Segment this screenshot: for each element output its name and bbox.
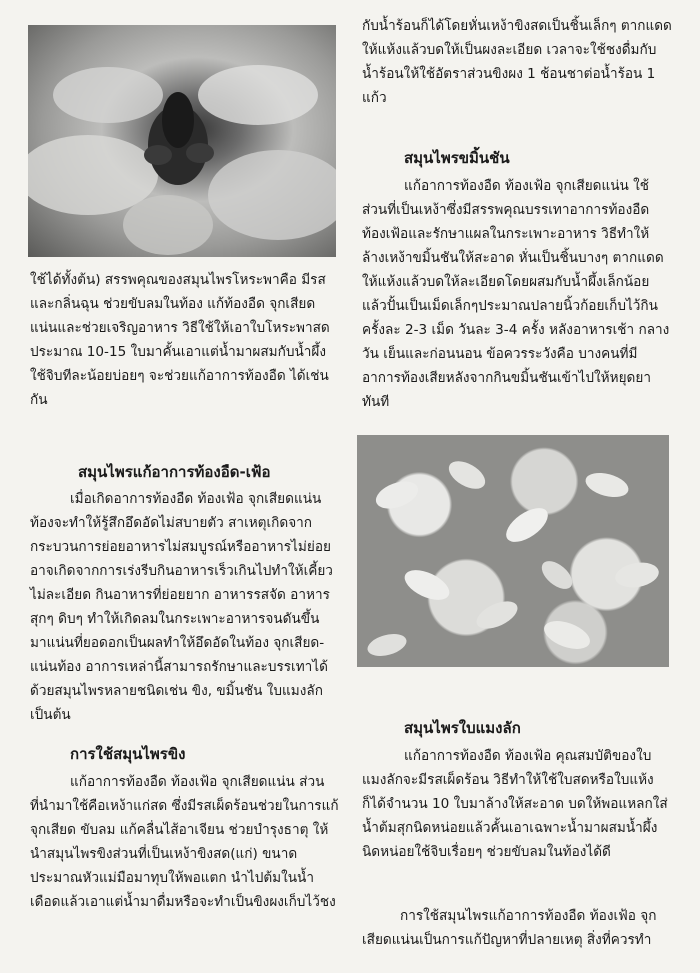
paragraph-line: แน่นและช่วยเจริญอาหาร วิธีใช้ให้เอาใบโหระพาสด <box>30 320 330 336</box>
paragraph-line: อาจเกิดจากการเร่งรีบกินอาหารเร็วเกินไปทำให้เคี้ยว <box>30 563 333 579</box>
flower-photo <box>28 25 336 257</box>
paragraph-line: ด้วยสมุนไพรหลายชนิดเช่น ขิง, ขมิ้นชัน ใบแมงลัก <box>30 683 323 699</box>
paragraph-line: วัน เย็นและก่อนนอน ข้อควรระวังคือ บางคนที่มี <box>362 346 638 362</box>
basil-plants-photo <box>357 435 669 667</box>
section-heading: สมุนไพรขมิ้นชัน <box>404 149 510 167</box>
paragraph-line: ที่นำมาใช้คือเหง้าแก่สด ซึ่งมีรสเผ็ดร้อนช่วยในการแก้ <box>30 798 339 814</box>
paragraph-line: แก้อาการท้องอืด ท้องเฟ้อ คุณสมบัติของใบ <box>404 748 652 764</box>
paragraph-line: ประมาณหัวแม่มือมาทุบให้พอแตก นำไปต้มในน้ำ <box>30 870 314 886</box>
paragraph-line: แก้อาการท้องอืด ท้องเฟ้อ จุกเสียดแน่น ใช้ <box>404 178 650 194</box>
leaves-illustration <box>357 435 669 667</box>
paragraph-line: ส่วนที่เป็นเหง้าซึ่งมีสรรพคุณบรรเทาอาการท้องอืด <box>362 202 650 218</box>
paragraph-line: กระบวนการย่อยอาหารไม่สมบูรณ์หรืออาหารไม่ย่อย <box>30 539 331 555</box>
paragraph-line: แมงลักจะมีรสเผ็ดร้อน วิธีทำให้ใช้ใบสดหรือใบแห้ง <box>362 772 654 788</box>
paragraph-line: ไม่ละเอียด กินอาหารที่ย่อยยาก อาหารรสจัด อาหาร <box>30 587 330 603</box>
paragraph-line: น้ำร้อนให้ใช้อัตราส่วนขิงผง 1 ช้อนชาต่อน้ำร้อน 1 <box>362 66 656 82</box>
paragraph-line: อาการท้องเสียหลังจากกินขมิ้นชันเข้าไปให้หยุดยา <box>362 370 651 386</box>
paragraph-line: แล้วปั้นเป็นเม็ดเล็กๆประมาณปลายนิ้วก้อยเก็บไว้กิน <box>362 298 658 314</box>
paragraph-line: กับน้ำร้อนก็ได้โดยหั่นเหง้าขิงสดเป็นชิ้นเล็กๆ ตากแดด <box>362 18 672 34</box>
section-heading: สมุนไพรใบแมงลัก <box>404 719 521 737</box>
section-heading: การใช้สมุนไพรขิง <box>70 745 186 763</box>
paragraph-line: ให้แห้งแล้วบดให้เป็นผงละเอียด เวลาจะใช้ชงดื่มกับ <box>362 42 657 58</box>
paragraph-line: เสียดแน่นเป็นการแก้ปัญหาที่ปลายเหตุ สิ่งที่ควรทำ <box>362 932 652 948</box>
paragraph-line: ประมาณ 10-15 ใบมาคั้นเอาแต่น้ำมาผสมกับน้ำผึ้ง <box>30 344 326 360</box>
paragraph-line: ล้างเหง้าขมิ้นชันให้สะอาด หั่นเป็นชิ้นบางๆ ตากแดด <box>362 250 664 266</box>
flower-illustration <box>28 25 336 257</box>
section-heading: สมุนไพรแก้อาการท้องอืด-เฟ้อ <box>78 463 271 481</box>
paragraph-line: และกลิ่นฉุน ช่วยขับลมในท้อง แก้ท้องอืด จุกเสียด <box>30 296 316 312</box>
paragraph-line: กัน <box>30 392 48 408</box>
paragraph-line: ก็ได้จำนวน 10 ใบมาล้างให้สะอาด บดให้พอแหลกใส่ <box>362 796 668 812</box>
paragraph-line: เป็นต้น <box>30 707 71 723</box>
paragraph-line: แก้อาการท้องอืด ท้องเฟ้อ จุกเสียดแน่น ส่วน <box>70 774 325 790</box>
paragraph-line: การใช้สมุนไพรแก้อาการท้องอืด ท้องเฟ้อ จุก <box>400 908 657 924</box>
paragraph-line: แน่นท้อง อาการเหล่านี้สามารถรักษาและบรรเทาได้ <box>30 659 328 675</box>
paragraph-line: จุกเสียด ขับลม แก้คลื่นไส้อาเจียน ช่วยบำรุงธาตุ ให้ <box>30 822 329 838</box>
paragraph-line: ครั้งละ 2-3 เม็ด วันละ 3-4 ครั้ง หลังอาหารเช้า กลาง <box>362 322 670 338</box>
paragraph-line: นำสมุนไพรขิงส่วนที่เป็นเหง้าขิงสด(แก่) ขนาด <box>30 846 298 862</box>
paragraph-line: เมื่อเกิดอาการท้องอืด ท้องเฟ้อ จุกเสียดแน่น <box>70 491 322 507</box>
paragraph-line: ให้แห้งแล้วบดให้ละเอียดโดยผสมกับน้ำผึ้งเล็กน้อย <box>362 274 650 290</box>
paragraph-line: แก้ว <box>362 90 387 106</box>
paragraph-line: ท้องเฟ้อและรักษาแผลในกระเพาะอาหาร วิธีทำให้ <box>362 226 650 242</box>
paragraph-line: มาแน่นที่ยอดอกเป็นผลทำให้อึดอัดในท้อง จุกเสียด- <box>30 635 325 651</box>
paragraph-line: น้ำต้มสุกนิดหน่อยแล้วคั้นเอาเฉพาะน้ำมาผสมน้ำผึ้ง <box>362 820 658 836</box>
paragraph-line: ใช้ได้ทั้งต้น) สรรพคุณของสมุนไพรโหระพาคือ มีรส <box>30 272 326 288</box>
paragraph-line: สุกๆ ดิบๆ ทำให้เกิดลมในกระเพาะอาหารจนดันขึ้น <box>30 611 320 627</box>
paragraph-line: ใช้จิบทีละน้อยบ่อยๆ จะช่วยแก้อาการท้องอืด ได้เช่น <box>30 368 329 384</box>
paragraph-line: ทันที <box>362 394 390 410</box>
paragraph-line: นิดหน่อยใช้จิบเรื่อยๆ ช่วยขับลมในท้องได้ดี <box>362 844 611 860</box>
paragraph-line: ท้องจะทำให้รู้สึกอึดอัดไม่สบายตัว สาเหตุเกิดจาก <box>30 515 313 531</box>
paragraph-line: เดือดแล้วเอาแต่น้ำมาดื่มหรือจะทำเป็นขิงผงเก็บไว้ชง <box>30 894 336 910</box>
